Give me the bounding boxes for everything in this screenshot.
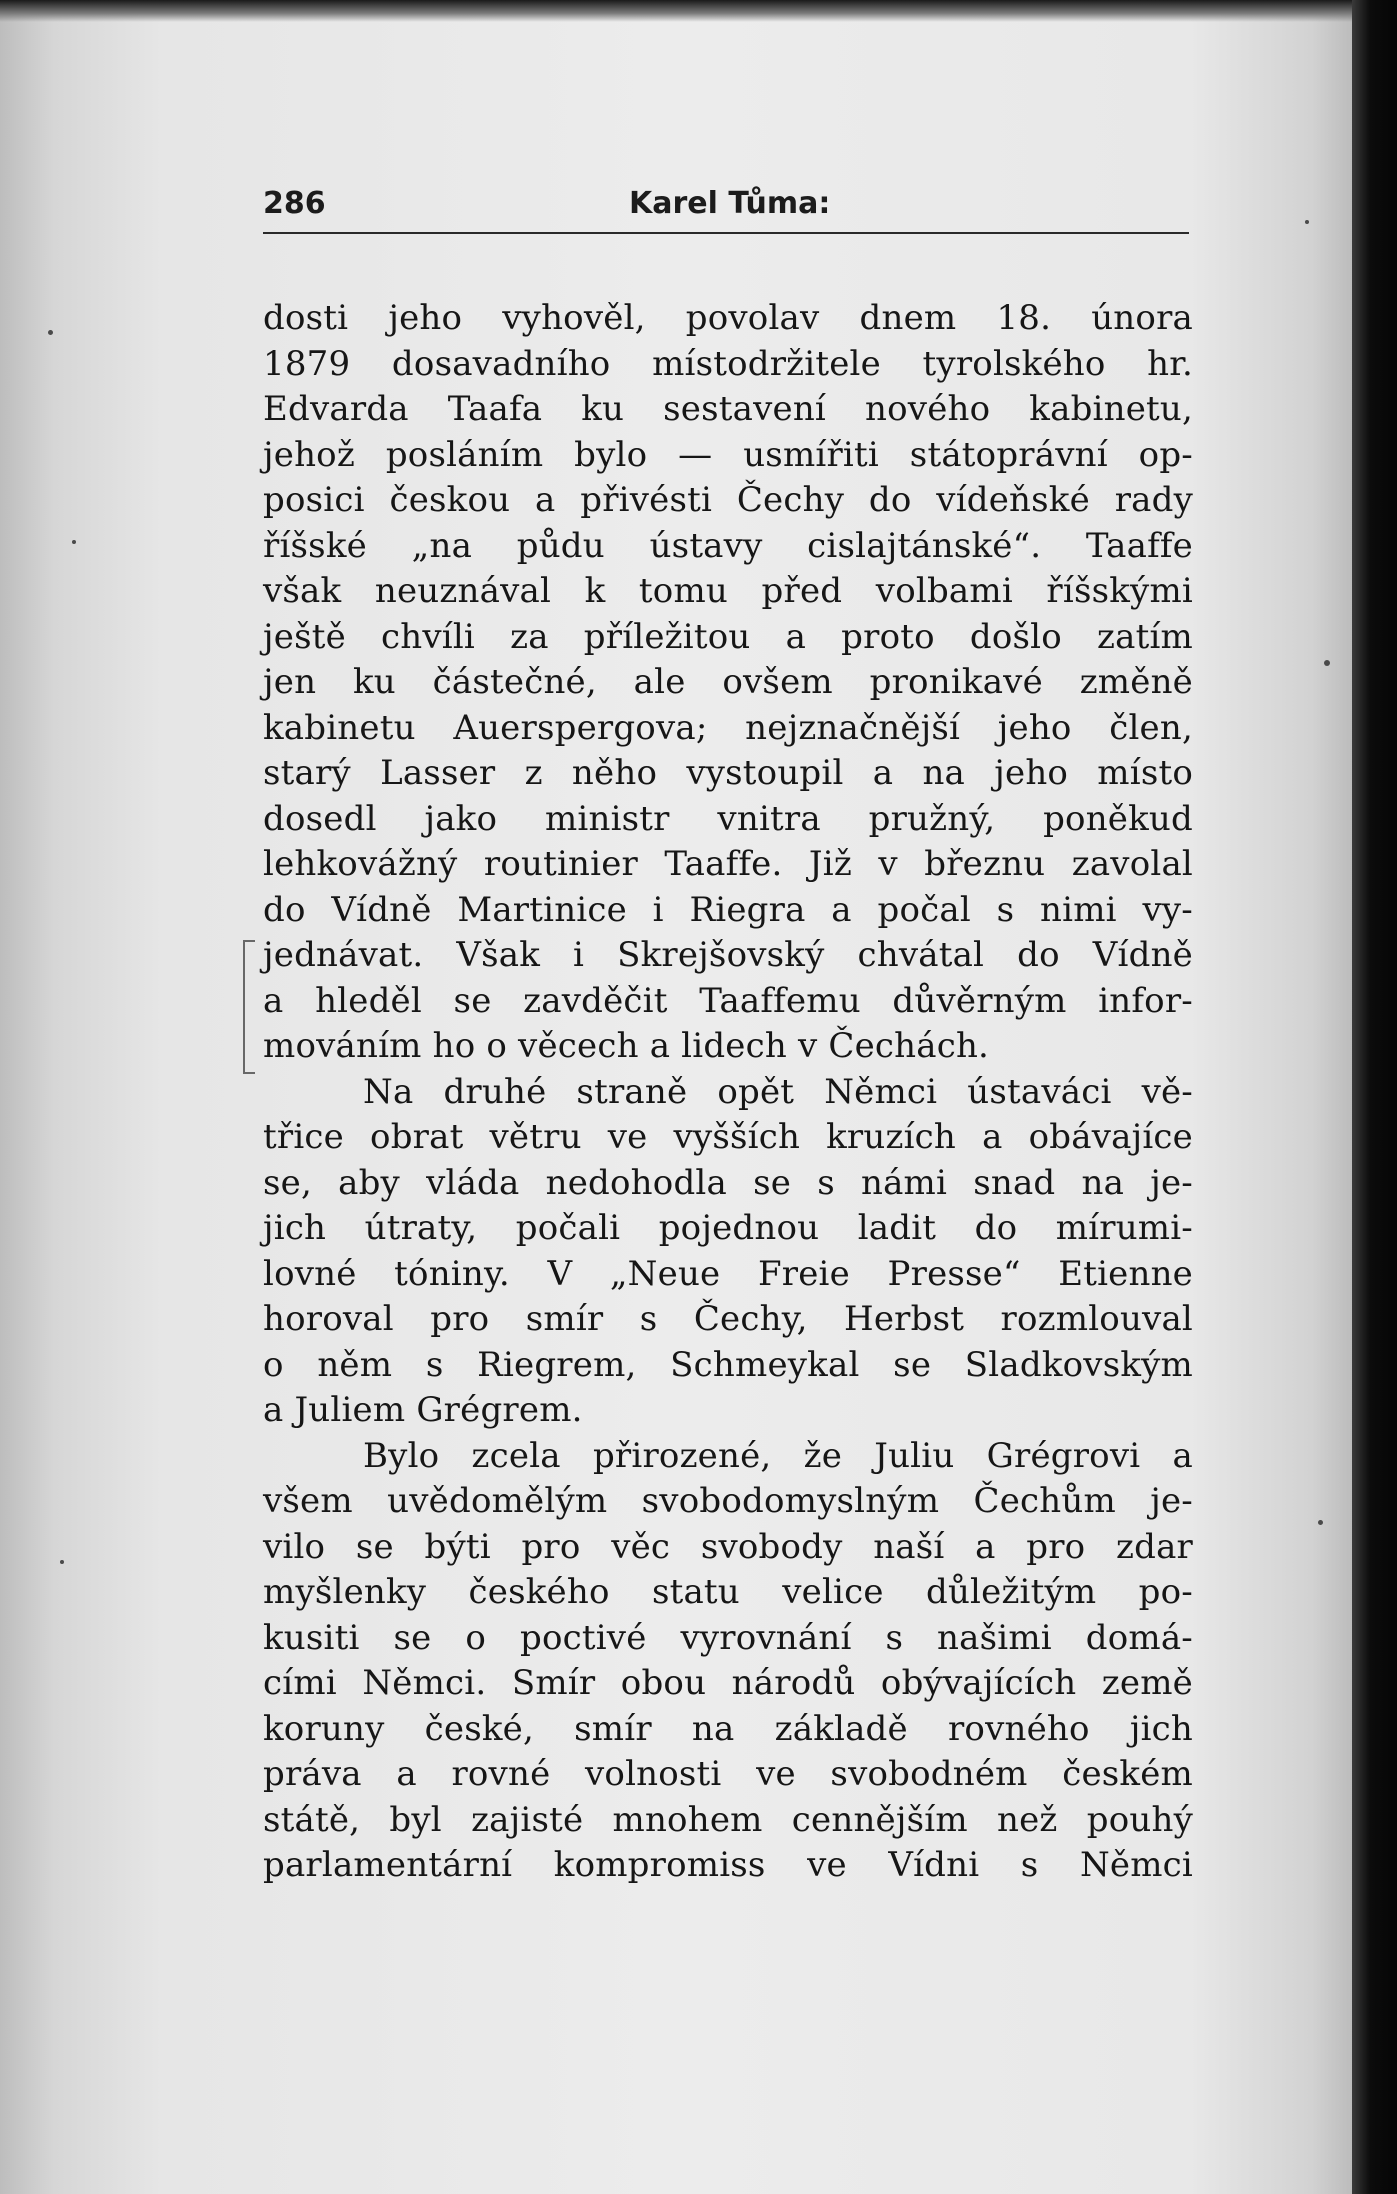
text-line: starý Lasser z něho vystoupil a na jeho místo (263, 753, 1193, 793)
running-head: Karel Tůma: (629, 186, 831, 221)
text-line: Na druhé straně opět Němci ústaváci vě- (363, 1071, 1193, 1112)
text-line: kabinetu Auerspergova; nejznačnější jeho člen, (263, 707, 1193, 748)
body-text (263, 296, 1193, 1889)
page-header (263, 186, 1189, 234)
text-line: lovné tóniny. V „Neue Freie Presse“ Etienne (263, 1253, 1193, 1294)
text-line: ještě chvíli za příležitou a proto došlo zatím (263, 616, 1193, 657)
scan-right-edge (1352, 0, 1397, 2194)
text-line: o něm s Riegrem, Schmeykal se Sladkovským (263, 1344, 1193, 1385)
text-line: dosti jeho vyhověl, povolav dnem 18. února (263, 298, 1193, 338)
text-line: Edvarda Taafa ku sestavení nového kabinetu, (263, 389, 1193, 429)
text-line: 1879 dosavadního místodržitele tyrolského hr. (263, 343, 1193, 384)
text-line: koruny české, smír na základě rovného jich (263, 1708, 1193, 1749)
text-line: parlamentární kompromiss ve Vídni s Němci (263, 1845, 1193, 1885)
text-line: jich útraty, počali pojednou ladit do mírumi- (263, 1208, 1193, 1248)
scan-speck (1324, 660, 1330, 666)
text-line: vilo se býti pro věc svobody naší a pro zdar (263, 1526, 1193, 1567)
text-line: dosedl jako ministr vnitra pružný, poněkud (263, 798, 1193, 839)
text-line: mováním ho o věcech a lidech v Čechách. (263, 1026, 990, 1066)
text-line: do Vídně Martinice i Riegra a počal s nimi vy- (263, 889, 1193, 930)
page-number: 286 (263, 186, 326, 221)
text-line: se, aby vláda nedohodla se s námi snad na je- (263, 1162, 1193, 1203)
scan-speck (60, 1560, 64, 1564)
text-line: říšské „na půdu ústavy cislajtánské“. Taaffe (263, 525, 1193, 566)
scan-speck (72, 540, 76, 544)
scan-top-edge (0, 0, 1352, 22)
text-line: posici českou a přivésti Čechy do vídeňské rady (263, 480, 1193, 520)
text-line: Bylo zcela přirozené, že Juliu Grégrovi a (363, 1435, 1193, 1476)
text-line: všem uvědomělým svobodomyslným Čechům je- (263, 1481, 1193, 1521)
text-line: kusiti se o poctivé vyrovnání s našimi domá- (263, 1617, 1193, 1658)
text-line: třice obrat větru ve vyšších kruzích a obávajíce (263, 1117, 1193, 1157)
text-line: jednávat. Však i Skrejšovský chvátal do Vídně (263, 935, 1193, 975)
text-line: jen ku částečné, ale ovšem pronikavé změně (263, 662, 1193, 702)
text-line: jehož posláním bylo — usmířiti státoprávní op- (263, 434, 1193, 475)
text-line: a hleděl se zavděčit Taaffemu důvěrným infor- (263, 980, 1193, 1021)
margin-bracket-mark (243, 940, 255, 1074)
scan-speck (1305, 220, 1309, 224)
scan-speck (1318, 1520, 1323, 1525)
text-line: lehkovážný routinier Taaffe. Již v březnu zavolal (263, 844, 1193, 884)
text-line: státě, byl zajisté mnohem cennějším než pouhý (263, 1799, 1193, 1840)
text-line: myšlenky českého statu velice důležitým po- (263, 1572, 1193, 1612)
text-line: však neuznával k tomu před volbami říšskými (263, 571, 1193, 611)
scan-speck (48, 330, 53, 335)
text-line: cími Němci. Smír obou národů obývajících země (263, 1663, 1193, 1703)
text-line: práva a rovné volnosti ve svobodném českém (263, 1754, 1193, 1794)
text-line: a Juliem Grégrem. (263, 1390, 583, 1430)
text-line: horoval pro smír s Čechy, Herbst rozmlouval (263, 1299, 1193, 1339)
